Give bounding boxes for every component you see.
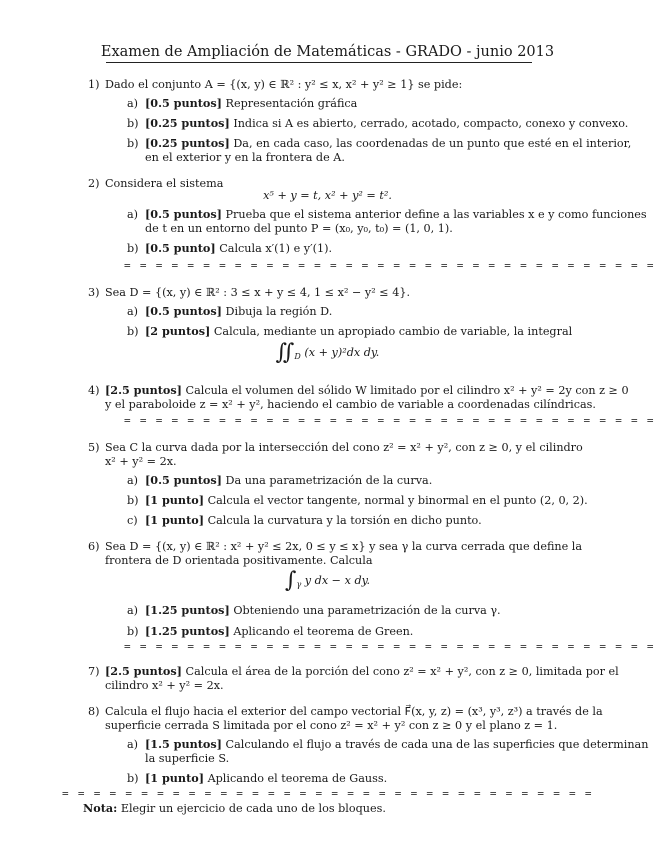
points: [1 punto]	[145, 493, 204, 507]
exercise-3-integral	[0, 340, 655, 365]
exercise-2a-line2: de t en un entorno del punto P = (x₀, y₀, t₀) = (1, 0, 1).	[145, 222, 453, 235]
points: [0.5 puntos]	[145, 96, 222, 110]
statement-text: Calcula el volumen del sólido W limitado por el cilindro x² + y² = 2y con z ≥ 0	[185, 384, 629, 397]
points: [1 punto]	[145, 513, 204, 527]
block-separator: = = = = = = = = = = = = = = = = = = = = = = = = = = = = = = = = = =	[62, 787, 593, 800]
item-text: Calcula, mediante un apropiado cambio de variable, la integral	[213, 325, 573, 338]
item-text: Da, en cada caso, las coordenadas de un punto que esté en el interior,	[233, 137, 632, 150]
exercise-5b	[145, 494, 588, 507]
exercise-7-line2: cilindro x² + y² = 2x.	[105, 679, 224, 692]
exercise-8-line2: superficie cerrada S limitada por el cono z² = x² + y² con z ≥ 0 y el plano z = 1.	[105, 719, 558, 732]
item-text: Aplicando el teorema de Gauss.	[207, 772, 388, 785]
points: [1.5 puntos]	[145, 737, 222, 751]
double-integral-symbol: ∬	[275, 340, 295, 365]
exercise-8-statement: Calcula el flujo hacia el exterior del campo vectorial F⃗(x, y, z) = (x³, y³, z³) a través de la	[105, 705, 603, 718]
exercise-1b2-label: b)	[127, 137, 139, 150]
points: [2.5 puntos]	[105, 383, 182, 397]
exercise-1b	[145, 117, 628, 130]
item-text: Calculando el flujo a través de cada una de las superficies que determinan	[225, 738, 649, 751]
item-text: Aplicando el teorema de Green.	[233, 625, 414, 638]
item-text: Prueba que el sistema anterior define a las variables x e y como funciones	[225, 208, 647, 221]
exercise-2-statement: Considera el sistema	[105, 177, 224, 190]
points: [1.25 puntos]	[145, 624, 230, 638]
exercise-6-number: 6)	[88, 540, 100, 553]
exercise-8-number: 8)	[88, 705, 100, 718]
exercise-3-number: 3)	[88, 286, 100, 299]
points: [1.25 puntos]	[145, 603, 230, 617]
points: [0.5 puntos]	[145, 207, 222, 221]
exercise-6-line2: frontera de D orientada positivamente. Calcula	[105, 554, 373, 567]
exercise-2b-label: b)	[127, 242, 139, 255]
exercise-3a-label: a)	[127, 305, 139, 318]
points: [0.5 punto]	[145, 241, 216, 255]
exercise-1b2	[145, 137, 631, 150]
exercise-5-number: 5)	[88, 441, 100, 454]
note-text: Elegir un ejercicio de cada uno de los bloques.	[120, 802, 386, 815]
exercise-2a-label: a)	[127, 208, 139, 221]
exercise-5-line2: x² + y² = 2x.	[105, 455, 177, 468]
exercise-2b	[145, 242, 332, 255]
exercise-8b	[145, 772, 387, 785]
block-separator: = = = = = = = = = = = = = = = = = = = = = = = = = = = = = = = = = =	[124, 414, 655, 427]
exercise-3b-label: b)	[127, 325, 139, 338]
title-underline	[106, 62, 532, 63]
exercise-2a	[145, 208, 647, 221]
exercise-3a	[145, 305, 332, 318]
exercise-1a-label: a)	[127, 97, 139, 110]
statement-text: Calcula el área de la porción del cono z² = x² + y², con z ≥ 0, limitada por el	[185, 665, 619, 678]
integral-domain: D	[294, 352, 301, 362]
exercise-6b	[145, 625, 413, 638]
exercise-5c-label: c)	[127, 514, 138, 527]
integrand: (x + y)²dx dy.	[304, 346, 380, 359]
item-text: Calcula el vector tangente, normal y binormal en el punto (2, 0, 2).	[207, 494, 588, 507]
exercise-5c	[145, 514, 482, 527]
points: [2 puntos]	[145, 324, 211, 338]
exercise-4-statement	[105, 384, 629, 397]
integral-curve: γ	[296, 580, 302, 590]
exercise-7-number: 7)	[88, 665, 100, 678]
exercise-2-number: 2)	[88, 177, 100, 190]
exercise-1b2-line2: en el exterior y en la frontera de A.	[145, 151, 345, 164]
exercise-6b-label: b)	[127, 625, 139, 638]
item-text: Calcula x′(1) e y′(1).	[219, 242, 333, 255]
exercise-2-formula: x⁵ + y = t, x² + y² = t².	[263, 189, 392, 202]
exercise-5a-label: a)	[127, 474, 139, 487]
points: [0.5 puntos]	[145, 473, 222, 487]
exercise-3b	[145, 325, 572, 338]
points: [0.5 puntos]	[145, 304, 222, 318]
points: [2.5 puntos]	[105, 664, 182, 678]
exercise-8b-label: b)	[127, 772, 139, 785]
exercise-5-statement: Sea C la curva dada por la intersección del cono z² = x² + y², con z ≥ 0, y el cilindro	[105, 441, 583, 454]
exercise-6a-label: a)	[127, 604, 139, 617]
exercise-1-number: 1)	[88, 78, 100, 91]
exercise-1b-label: b)	[127, 117, 139, 130]
points: [1 punto]	[145, 771, 204, 785]
exercise-1-statement: Dado el conjunto A = {(x, y) ∈ ℝ² : y² ≤ x, x² + y² ≥ 1} se pide:	[105, 78, 463, 91]
exercise-1a	[145, 97, 357, 110]
exercise-3-statement: Sea D = {(x, y) ∈ ℝ² : 3 ≤ x + y ≤ 4, 1 ≤ x² − y² ≤ 4}.	[105, 286, 411, 299]
exercise-7-statement	[105, 665, 619, 678]
exercise-8a-line2: la superficie S.	[145, 752, 230, 765]
line-integral-symbol: ∫	[284, 568, 297, 593]
item-text: Representación gráfica	[225, 97, 358, 110]
item-text: Dibuja la región D.	[225, 305, 333, 318]
exercise-6a	[145, 604, 501, 617]
exercise-6-integral	[0, 568, 655, 593]
exam-title: Examen de Ampliación de Matemáticas - GRADO - junio 2013	[100, 44, 555, 60]
item-text: Obteniendo una parametrización de la curva γ.	[233, 604, 501, 617]
item-text: Da una parametrización de la curva.	[225, 474, 433, 487]
exercise-6-statement: Sea D = {(x, y) ∈ ℝ² : x² + y² ≤ 2x, 0 ≤ y ≤ x} y sea γ la curva cerrada que define la	[105, 540, 583, 553]
integrand: y dx − x dy.	[304, 574, 371, 587]
points: [0.25 puntos]	[145, 136, 230, 150]
exercise-8a	[145, 738, 648, 751]
item-text: Indica si A es abierto, cerrado, acotado, compacto, conexo y convexo.	[233, 117, 629, 130]
exercise-4-line2: y el paraboloide z = x² + y², haciendo el cambio de variable a coordenadas cilíndricas.	[105, 398, 596, 411]
exam-note	[83, 802, 386, 815]
exercise-8a-label: a)	[127, 738, 139, 751]
block-separator: = = = = = = = = = = = = = = = = = = = = = = = = = = = = = = = = = =	[124, 640, 655, 653]
block-separator: = = = = = = = = = = = = = = = = = = = = = = = = = = = = = = = = = =	[124, 259, 655, 272]
item-text: Calcula la curvatura y la torsión en dicho punto.	[207, 514, 482, 527]
exercise-4-number: 4)	[88, 384, 100, 397]
note-label: Nota:	[83, 801, 118, 815]
points: [0.25 puntos]	[145, 116, 230, 130]
exercise-5b-label: b)	[127, 494, 139, 507]
exercise-5a	[145, 474, 432, 487]
